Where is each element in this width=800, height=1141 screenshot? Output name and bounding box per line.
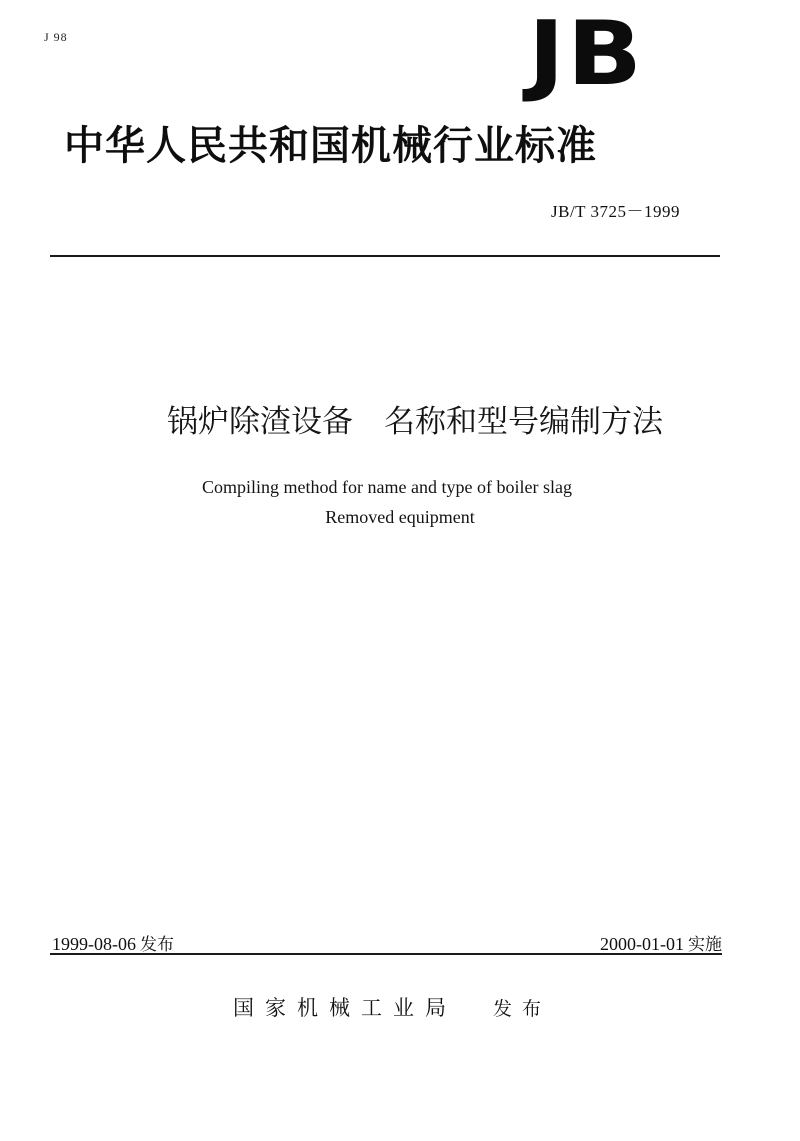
implementation-date: 2000-01-01 — [600, 934, 684, 954]
document-title-english-line2: Removed equipment — [325, 507, 475, 527]
standard-title: 中华人民共和国机械行业标准 — [64, 123, 597, 169]
jb-logo: JB — [528, 2, 645, 105]
implementation-date-block — [600, 930, 722, 955]
document-title-english-line1: Compiling method for name and type of boiler slag — [202, 477, 572, 497]
publisher: 国家机械工业局 — [233, 996, 457, 1020]
publish-verb: 发布 — [493, 998, 552, 1020]
footer-divider — [50, 953, 722, 955]
implementation-label: 实施 — [688, 935, 722, 955]
issue-label: 发布 — [140, 935, 174, 955]
issue-date: 1999-08-06 — [52, 934, 136, 954]
issue-date-block — [52, 930, 174, 955]
document-title-chinese: 锅炉除渣设备 名称和型号编制方法 — [167, 404, 663, 440]
header-divider — [50, 255, 720, 257]
classification-code: J 98 — [44, 30, 68, 44]
standard-number: JB/T 3725－1999 — [550, 202, 680, 221]
